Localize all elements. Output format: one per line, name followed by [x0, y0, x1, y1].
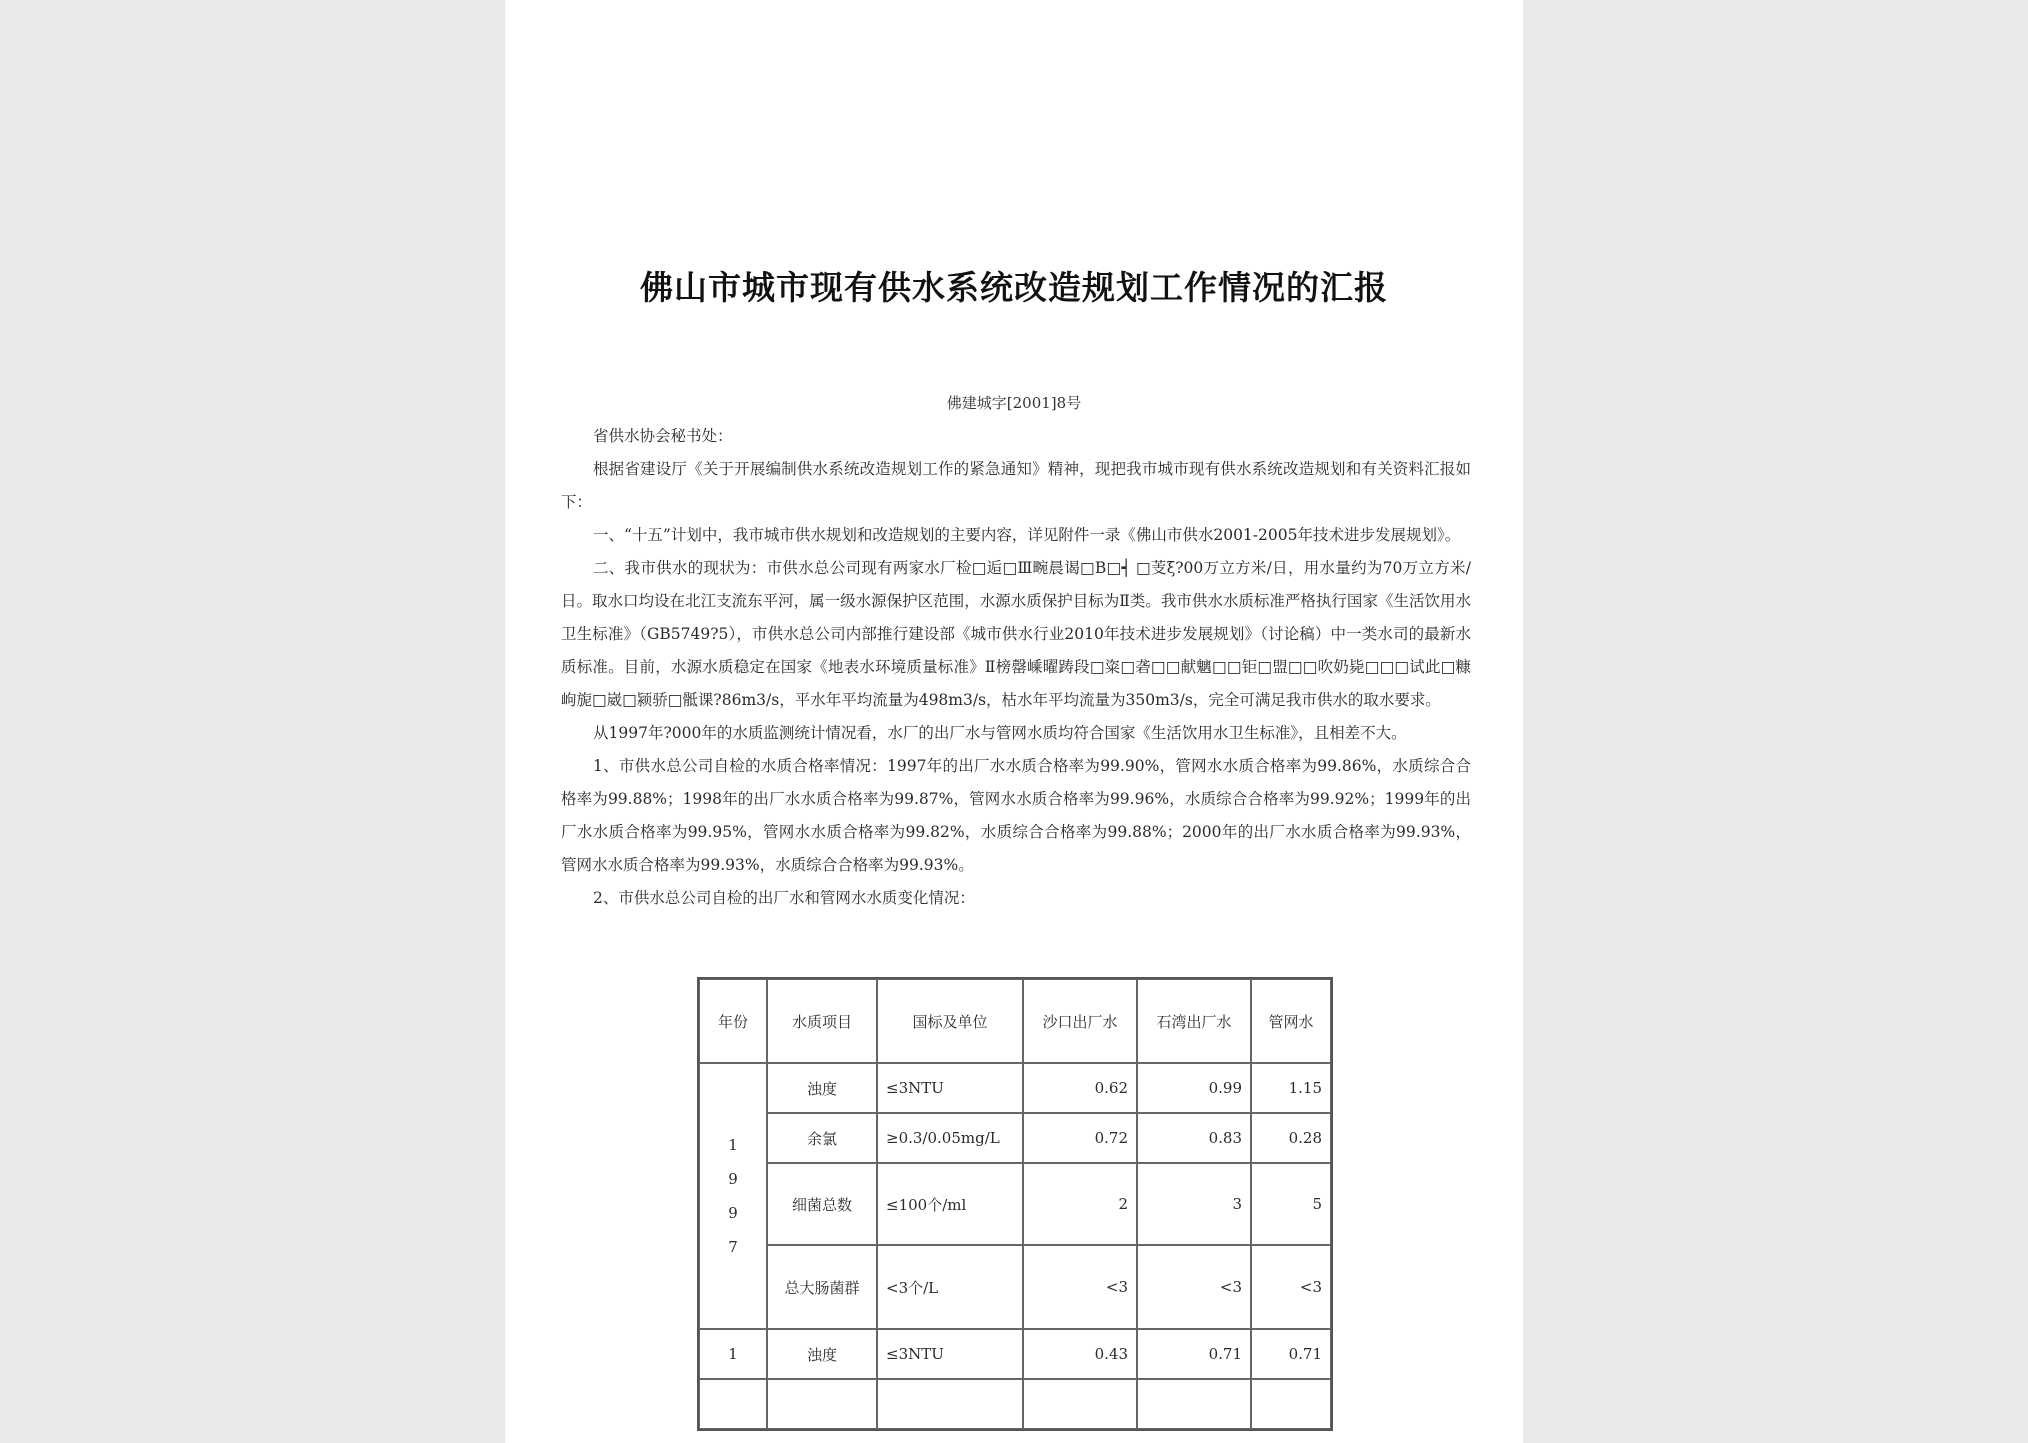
standard-cell: ≥0.3/0.05mg/L: [877, 1113, 1023, 1163]
header-year: 年份: [699, 979, 767, 1063]
standard-cell: <3个/L: [877, 1245, 1023, 1329]
header-standard: 国标及单位: [877, 979, 1023, 1063]
header-shakou: 沙口出厂水: [1023, 979, 1137, 1063]
item-cell: 总大肠菌群: [767, 1245, 877, 1329]
table-row: [699, 1063, 1331, 1113]
network-cell: 1.15: [1251, 1063, 1331, 1113]
network-cell: <3: [1251, 1245, 1331, 1329]
standard-cell: ≤3NTU: [877, 1063, 1023, 1113]
table-header-row: [699, 979, 1331, 1063]
standard-cell: [877, 1379, 1023, 1429]
table-row: [699, 1379, 1331, 1429]
water-quality-table: [697, 977, 1333, 1431]
paragraph-intro: 根据省建设厅《关于开展编制供水系统改造规划工作的紧急通知》精神，现把我市城市现有供水系统改造规划和有关资料汇报如下：: [561, 460, 1471, 511]
shiwan-cell: [1137, 1379, 1251, 1429]
document-page: [505, 0, 1523, 1443]
standard-cell: ≤100个/ml: [877, 1163, 1023, 1245]
shiwan-cell: <3: [1137, 1245, 1251, 1329]
paragraph-monitoring: 从1997年?000年的水质监测统计情况看，水厂的出厂水与管网水质均符合国家《生活饮用水卫生标准》，且相差不大。: [593, 724, 1407, 742]
document-body: [561, 420, 1471, 915]
year-cell: 1 9 9 7: [699, 1063, 767, 1329]
item-cell: 余氯: [767, 1113, 877, 1163]
paragraph-table-intro: 2、市供水总公司自检的出厂水和管网水水质变化情况：: [593, 889, 975, 907]
item-cell: 细菌总数: [767, 1163, 877, 1245]
item-cell: 浊度: [767, 1329, 877, 1379]
year-cell: [699, 1379, 767, 1429]
table-row: [699, 1245, 1331, 1329]
paragraph-section-2: 二、我市供水的现状为：市供水总公司现有两家水厂检□逅□Ⅲ畹晨谒□B□┥ □芰ξ?00万立方米/日，用水量约为70万立方米/日。取水口均设在北江支流东平河，属一级水源保护区范围，水源水质保护目标为Ⅱ类。我市供水水质标准严格执行国家《生活饮用水卫生标准》（GB5749?5），市供水总公司内部推行建设部《城市供水行业2010年技术进步发展规划》（讨论稿）中一类水司的最新水质标准。目前，水源水质稳定在国家《地表水环境质量标准》Ⅱ榜罄嵊曜踌段□粢□砻□□献魑□□钜□盟□□吹奶毙□□□试此□糠岣旎□崴□颍骄□骶课?86m3/s，平水年平均流量为498m3/s，枯水年平均流量为350m3/s，完全可满足我市供水的取水要求。: [561, 559, 1471, 709]
shakou-cell: 2: [1023, 1163, 1137, 1245]
network-cell: [1251, 1379, 1331, 1429]
paragraph-qualification-rate: 1、市供水总公司自检的水质合格率情况：1997年的出厂水水质合格率为99.90%，管网水水质合格率为99.86%，水质综合合格率为99.88%；1998年的出厂水水质合格率为99.87%，管网水水质合格率为99.96%，水质综合合格率为99.92%；1999年的出厂水水质合格率为99.95%，管网水水质合格率为99.82%，水质综合合格率为99.88%；2000年的出厂水水质合格率为99.93%，管网水水质合格率为99.93%，水质综合合格率为99.93%。: [561, 757, 1471, 874]
shiwan-cell: 0.71: [1137, 1329, 1251, 1379]
shakou-cell: <3: [1023, 1245, 1137, 1329]
paragraph-section-1: 一、“十五”计划中，我市城市供水规划和改造规划的主要内容，详见附件一录《佛山市供水2001-2005年技术进步发展规划》。: [593, 526, 1461, 544]
network-cell: 0.71: [1251, 1329, 1331, 1379]
network-cell: 0.28: [1251, 1113, 1331, 1163]
shiwan-cell: 0.83: [1137, 1113, 1251, 1163]
shakou-cell: 0.62: [1023, 1063, 1137, 1113]
shakou-cell: [1023, 1379, 1137, 1429]
header-shiwan: 石湾出厂水: [1137, 979, 1251, 1063]
paragraph-salutation: 省供水协会秘书处：: [593, 427, 733, 445]
shakou-cell: 0.72: [1023, 1113, 1137, 1163]
year-cell: 1: [699, 1329, 767, 1379]
header-item: 水质项目: [767, 979, 877, 1063]
document-number: 佛建城字[2001]8号: [946, 394, 1082, 412]
shiwan-cell: 3: [1137, 1163, 1251, 1245]
shiwan-cell: 0.99: [1137, 1063, 1251, 1113]
table-row: [699, 1113, 1331, 1163]
item-cell: 浊度: [767, 1063, 877, 1113]
table-row: [699, 1329, 1331, 1379]
document-title: 佛山市城市现有供水系统改造规划工作情况的汇报: [640, 268, 1388, 307]
network-cell: 5: [1251, 1163, 1331, 1245]
header-network: 管网水: [1251, 979, 1331, 1063]
item-cell: [767, 1379, 877, 1429]
table-row: [699, 1163, 1331, 1245]
shakou-cell: 0.43: [1023, 1329, 1137, 1379]
standard-cell: ≤3NTU: [877, 1329, 1023, 1379]
